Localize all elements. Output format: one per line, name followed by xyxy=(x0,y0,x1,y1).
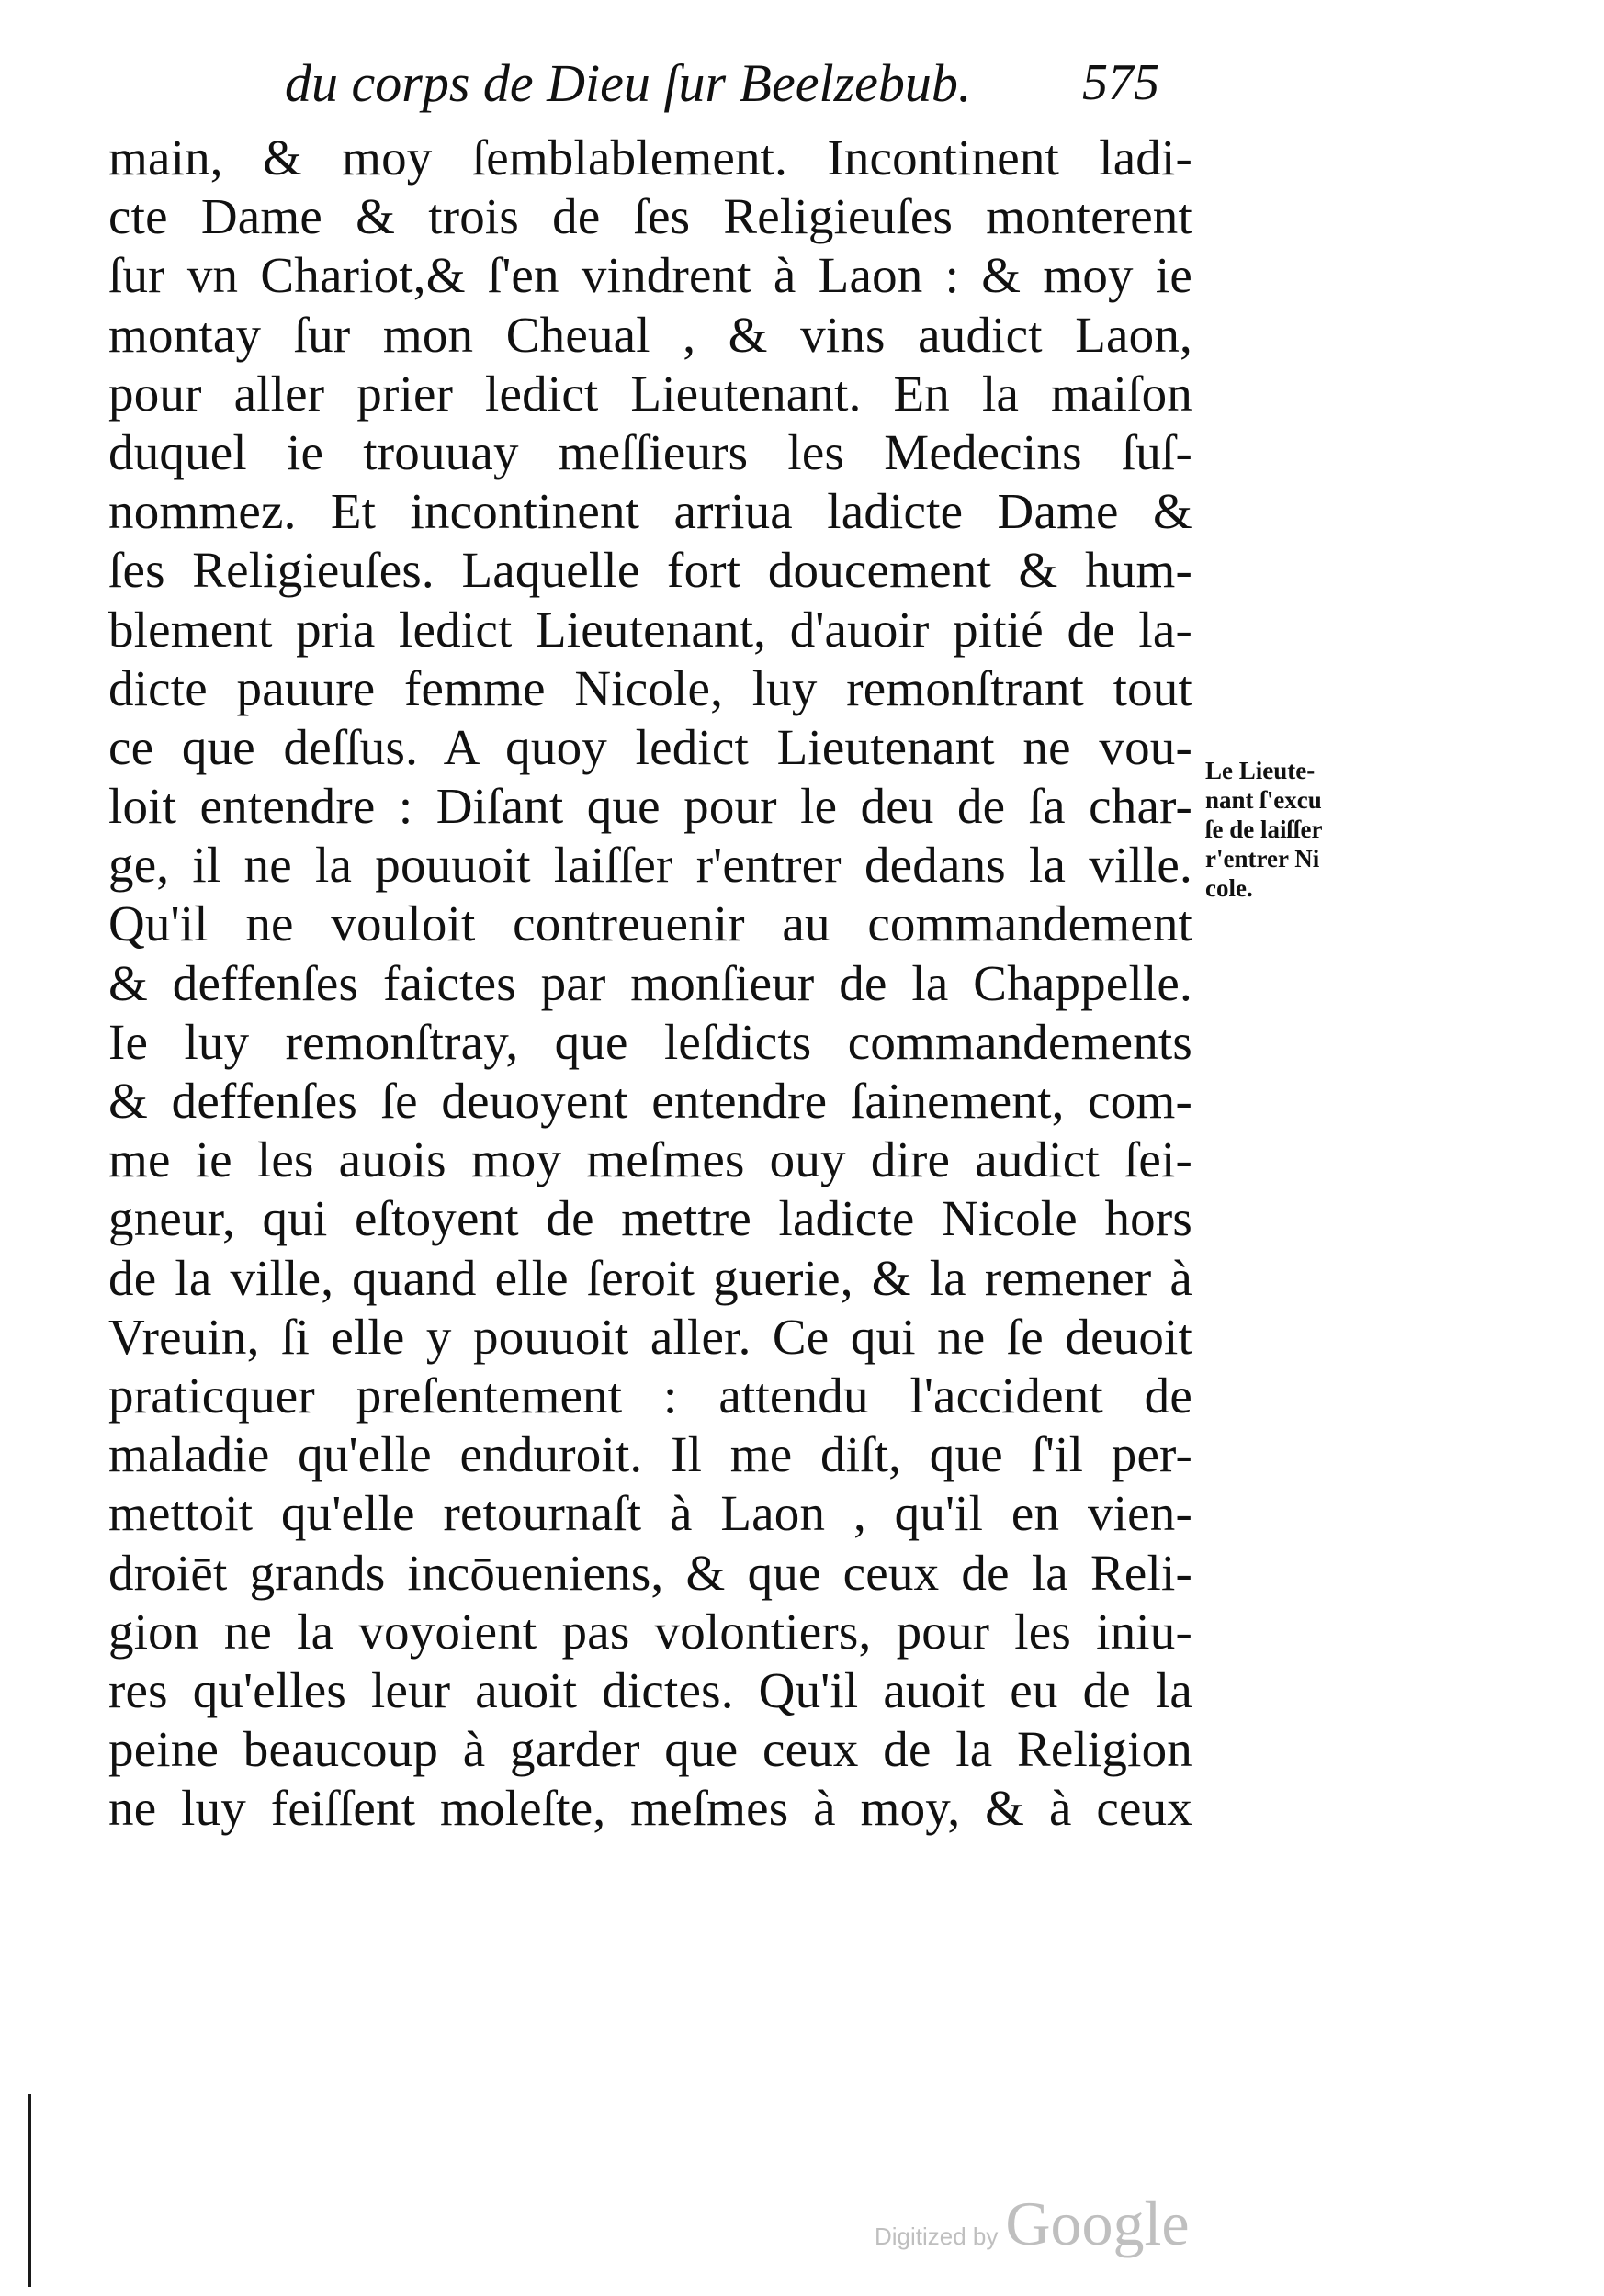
margin-note-line: r'entrer Ni xyxy=(1205,845,1320,872)
body-text xyxy=(108,129,1192,1838)
text-line: ce que deſſus. A quoy ledict Lieutenant ne vou- xyxy=(108,718,1192,775)
text-line: gneur, qui eſtoyent de mettre ladicte Nicole hors xyxy=(108,1190,1192,1247)
text-line: mettoit qu'elle retournaſt à Laon , qu'il en vien- xyxy=(108,1485,1192,1542)
text-line: & deffenſes ſe deuoyent entendre ſainement, com- xyxy=(108,1073,1192,1129)
page-number: 575 xyxy=(1082,54,1159,111)
margin-note-line: ſe de laiſſer xyxy=(1205,816,1323,843)
text-line: praticquer preſentement : attendu l'accident de xyxy=(108,1367,1192,1424)
page-edge-shadow xyxy=(28,2094,31,2287)
margin-note xyxy=(1205,756,1361,903)
text-line: nommez. Et incontinent arriua ladicte Dame & xyxy=(108,483,1192,540)
margin-note-line: Le Lieute- xyxy=(1205,757,1316,784)
text-line: Qu'il ne vouloit contreuenir au commandement xyxy=(108,895,1192,952)
watermark-label: Digitized by xyxy=(875,2223,999,2250)
text-line: de la ville, quand elle ſeroit guerie, & la remener à xyxy=(108,1249,1192,1306)
text-line: dicte pauure femme Nicole, luy remonſtrant tout xyxy=(108,659,1192,716)
text-line: gion ne la voyoient pas volontiers, pour les iniu- xyxy=(108,1603,1192,1660)
text-line: ge, il ne la pouuoit laiſſer r'entrer dedans la ville. xyxy=(108,837,1192,894)
text-line: res qu'elles leur auoit dictes. Qu'il auoit eu de la xyxy=(108,1661,1192,1718)
text-line: Ie luy remonſtray, que leſdicts commandements xyxy=(108,1013,1192,1070)
text-line: ſes Religieuſes. Laquelle fort doucement & hum- xyxy=(108,542,1192,599)
text-line: & deffenſes faictes par monſieur de la Chappelle. xyxy=(108,954,1192,1011)
google-logo: Google xyxy=(1005,2189,1190,2258)
text-line: montay ſur mon Cheual , & vins audict Laon, xyxy=(108,306,1192,363)
margin-note-line: nant ſ'excu xyxy=(1205,786,1322,814)
margin-note-line: cole. xyxy=(1205,874,1253,902)
text-line: pour aller prier ledict Lieutenant. En la maiſon xyxy=(108,365,1192,422)
text-line: Vreuin, ſi elle y pouuoit aller. Ce qui ne ſe deuoit xyxy=(108,1308,1192,1365)
text-line: me ie les auois moy meſmes ouy dire audict ſei- xyxy=(108,1131,1192,1188)
text-line: loit entendre : Diſant que pour le deu de ſa char- xyxy=(108,778,1192,835)
digitized-watermark xyxy=(875,2188,1190,2260)
running-title: du corps de Dieu ſur Beelzebub. xyxy=(285,53,972,113)
text-line: peine beaucoup à garder que ceux de la Religion xyxy=(108,1721,1192,1778)
text-line: blement pria ledict Lieutenant, d'auoir pitié de la- xyxy=(108,601,1192,658)
text-line: cte Dame & trois de ſes Religieuſes monterent xyxy=(108,188,1192,245)
text-line: main, & moy ſemblablement. Incontinent ladi- xyxy=(108,129,1192,186)
text-line: duquel ie trouuay meſſieurs les Medecins ſuſ- xyxy=(108,423,1192,480)
text-line: droiēt grands incōueniens, & que ceux de la Reli- xyxy=(108,1544,1192,1601)
text-line: ne luy feiſſent moleſte, meſmes à moy, & à ceux xyxy=(108,1780,1192,1837)
text-line: maladie qu'elle enduroit. Il me diſt, que ſ'il per- xyxy=(108,1426,1192,1483)
text-line: ſur vn Chariot,& ſ'en vindrent à Laon : & moy ie xyxy=(108,247,1192,304)
